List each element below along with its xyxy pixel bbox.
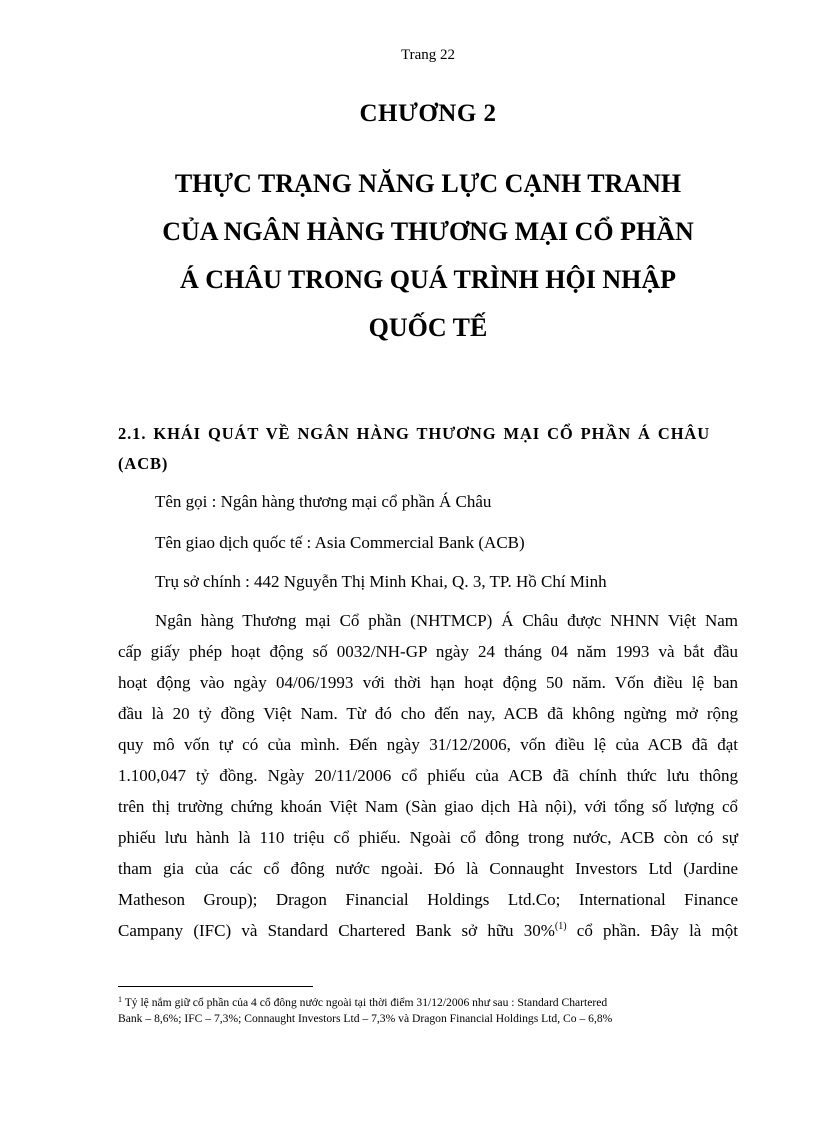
paragraph-text: cổ phần. Đây là một: [566, 921, 738, 940]
chapter-heading-line: QUỐC TẾ: [368, 313, 488, 342]
page-number: Trang 22: [400, 47, 456, 63]
chapter-heading-line: Á CHÂU TRONG QUÁ TRÌNH HỘI NHẬP: [180, 265, 676, 294]
footnote: [118, 995, 738, 1027]
footnote-line: [118, 995, 738, 1011]
paragraph-text: Campany (IFC) và Standard Chartered Bank sở hữu 30%: [118, 921, 555, 940]
footnote-divider: [118, 986, 313, 987]
paragraph-line: đầu là 20 tỷ đồng Việt Nam. Từ đó cho đến nay, ACB đã không ngừng mở rộng: [118, 704, 738, 723]
section-heading-line: 2.1. KHÁI QUÁT VỀ NGÂN HÀNG THƯƠNG MẠI CỔ PHẦN Á CHÂU: [118, 424, 711, 443]
paragraph-last-line: [118, 915, 738, 946]
chapter-title: CHƯƠNG 2: [359, 100, 497, 127]
chapter-heading-line: THỰC TRẠNG NĂNG LỰC CẠNH TRANH: [174, 169, 682, 198]
section-heading: [118, 419, 738, 479]
trade-name-line: Tên giao dịch quốc tế : Asia Commercial Bank (ACB): [155, 533, 525, 552]
paragraph-line: 1.100,047 tỷ đồng. Ngày 20/11/2006 cổ phiếu của ACB đã chính thức lưu thông: [118, 766, 738, 785]
section-heading-line: (ACB): [118, 454, 169, 473]
paragraph-line: phiếu lưu hành là 110 triệu cổ phiếu. Ngoài cổ đông trong nước, ACB còn có sự: [118, 828, 738, 847]
body-paragraph: [118, 605, 738, 946]
chapter-heading: [118, 160, 738, 352]
paragraph-line: cấp giấy phép hoạt động số 0032/NH-GP ngày 24 tháng 04 năm 1993 và bắt đầu: [118, 642, 738, 661]
headquarters-line: Trụ sở chính : 442 Nguyễn Thị Minh Khai, Q. 3, TP. Hồ Chí Minh: [155, 572, 607, 591]
footnote-reference[interactable]: (1): [554, 921, 567, 932]
paragraph-line: Matheson Group); Dragon Financial Holdings Ltd.Co; International Finance: [118, 890, 738, 909]
paragraph-line: Ngân hàng Thương mại Cổ phần (NHTMCP) Á Châu được NHNN Việt Nam: [155, 611, 738, 630]
footnote-line: Bank – 8,6%; IFC – 7,3%; Connaught Investors Ltd – 7,3% và Dragon Financial Holdings Ltd, Co – 6,8%: [118, 1012, 613, 1025]
footnote-text: Tỷ lệ nắm giữ cổ phần của 4 cổ đông nước ngoài tại thời điểm 31/12/2006 như sau : Standard Chartered: [122, 996, 608, 1009]
chapter-heading-line: CỦA NGÂN HÀNG THƯƠNG MẠI CỔ PHẦN: [162, 217, 694, 246]
paragraph-line: tham gia của các cổ đông nước ngoài. Đó là Connaught Investors Ltd (Jardine: [118, 859, 738, 878]
paragraph-line: quy mô vốn tự có của mình. Đến ngày 31/12/2006, vốn điều lệ của ACB đã đạt: [118, 735, 738, 754]
paragraph-line: hoạt động vào ngày 04/06/1993 với thời hạn hoạt động 50 năm. Vốn điều lệ ban: [118, 673, 738, 692]
paragraph-line: trên thị trường chứng khoán Việt Nam (Sàn giao dịch Hà nội), với tổng số lượng cổ: [118, 797, 738, 816]
footnote-marker: 1: [118, 995, 122, 1004]
bank-name-line: Tên gọi : Ngân hàng thương mại cổ phần Á Châu: [155, 492, 492, 511]
